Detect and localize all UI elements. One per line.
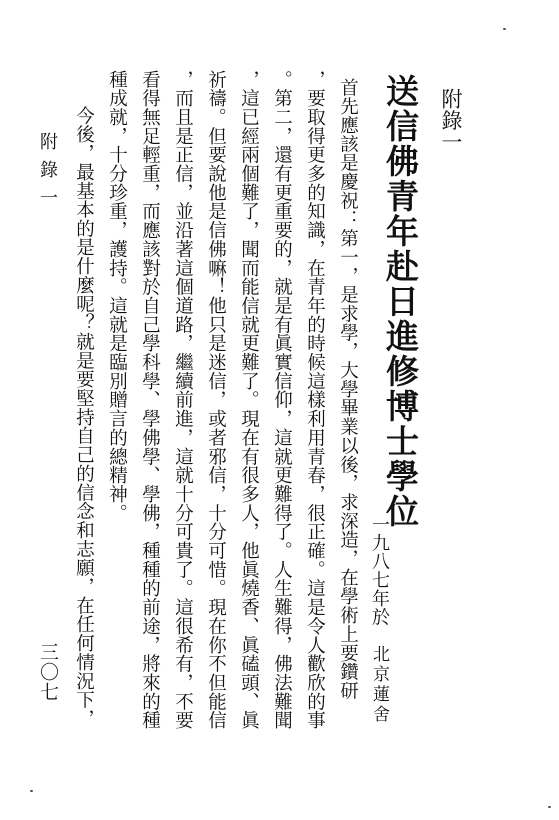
appendix-label: 附錄一 <box>439 88 463 153</box>
byline-date: 一九八七年於 <box>369 515 390 626</box>
body-line: ，這已經兩個難了，聞而能信就更難了。現在有很多人，他眞燒香、眞磕頭、眞 <box>238 70 260 730</box>
body-line: 種成就，十分珍重，護持。這就是臨別贈言的總精神。 <box>106 70 128 523</box>
body-line: 首先應該是慶祝：第一，是求學，大學畢業以後，求深造，在學術上要鑽研 <box>337 78 359 701</box>
body-line: 今後，最基本的是什麼呢？就是要堅持自己的信念和志願，在任何情況下， <box>73 106 95 729</box>
page-number: 三〇七 <box>37 642 59 702</box>
body-line: 看得無足輕重，而應該對於自己學科學、學佛學、學佛，種種的前途，將來的種 <box>139 70 161 730</box>
body-line: 祈禱。但要說他是信佛嘛！他只是迷信，或者邪信，十分可惜。現在你不但能信 <box>205 70 227 730</box>
body-line: 。第二，還有更重要的，就是有眞實信仰，這就更難得了。人生難得，佛法難聞 <box>271 70 293 730</box>
byline-place: 北京蓮舍 <box>369 645 389 725</box>
article-title: 送信佛青年赴日進修博士學位 <box>381 74 420 529</box>
body-line: ，要取得更多的知識，在青年的時候這樣利用青春，很正確。這是令人歡欣的事 <box>304 70 326 730</box>
scan-speck <box>548 806 551 808</box>
scan-speck <box>30 790 33 792</box>
scan-speck <box>503 28 506 30</box>
body-line: ，而且是正信，並沿著這個道路，繼續前進，這就十分可貴了。這很希有，不要 <box>172 70 194 730</box>
margin-side-label: 附錄一 <box>37 132 58 216</box>
